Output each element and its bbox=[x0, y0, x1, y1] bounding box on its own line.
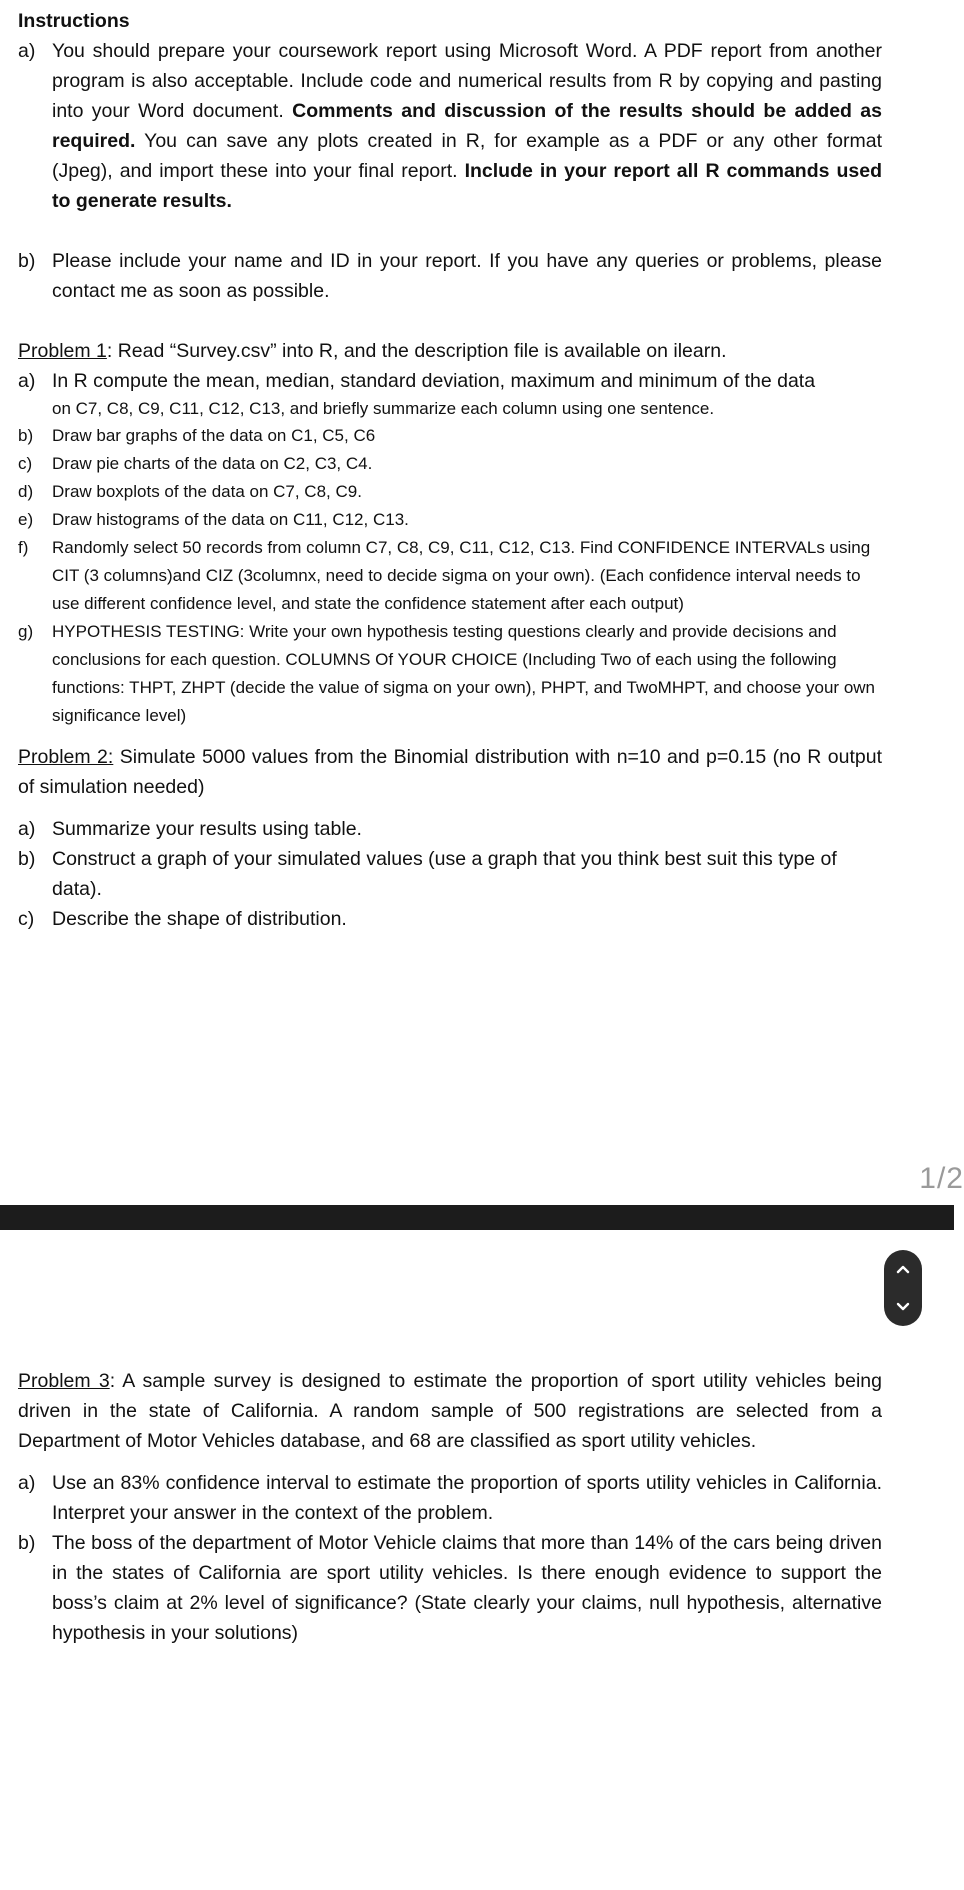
problem2-b-text: Construct a graph of your simulated values (use a graph that you think best suit this type of data). bbox=[52, 848, 837, 900]
problem2-b-letter: b) bbox=[18, 848, 36, 870]
problem1-item-f bbox=[18, 534, 882, 618]
instruction-a-bold-1: Comments and discussion of the results should be added as required. bbox=[52, 100, 883, 152]
problem3-intro bbox=[18, 1366, 882, 1456]
problem2-a-letter: a) bbox=[18, 818, 36, 840]
problem2-intro bbox=[18, 742, 882, 802]
problem1-intro bbox=[18, 336, 882, 366]
problem1-intro-text: : Read “Survey.csv” into R, and the description file is available on ilearn. bbox=[106, 340, 727, 362]
problem1-a-letter: a) bbox=[18, 370, 36, 392]
problem1-item-d bbox=[18, 478, 882, 506]
page-number: 1/2 bbox=[919, 1162, 964, 1195]
instructions-heading: Instructions bbox=[18, 10, 130, 32]
problem1-title: Problem 1 bbox=[18, 340, 107, 362]
problem2-item-b bbox=[18, 844, 882, 904]
problem3-item-a bbox=[18, 1468, 882, 1528]
problem1-g-text: HYPOTHESIS TESTING: Write your own hypothesis testing questions clearly and provide decisions and conclusions for each question. COLUMNS Of YOUR CHOICE (Including Two of each using the following functions: THPT, ZHPT (decide the value of sigma on your own), PHPT, and TwoMHPT, and choose your own significance level) bbox=[52, 622, 876, 725]
problem3-a-letter: a) bbox=[18, 1472, 36, 1494]
problem1-b-letter: b) bbox=[18, 426, 34, 445]
page-1-content bbox=[0, 0, 882, 934]
instruction-a bbox=[18, 36, 882, 216]
problem1-g-letter: g) bbox=[18, 622, 34, 641]
problem3-item-b bbox=[18, 1528, 882, 1648]
problem1-f-text: Randomly select 50 records from column C7, C8, C9, C11, C12, C13. Find CONFIDENCE INTERVALs using CIT (3 columns)and CIZ (3columnx, need to decide sigma on your own). (Each confidence interval needs to use different confidence level, and state the confidence statement after each output) bbox=[52, 538, 871, 613]
instruction-b-text: Please include your name and ID in your report. If you have any queries or problems, please contact me as soon as possible. bbox=[52, 250, 882, 302]
instruction-a-text-1: You should prepare your coursework report using Microsoft Word. A PDF report from another program is also acceptable. Include code and numerical results from R by copying and pasting into your Word document. bbox=[52, 40, 882, 122]
problem2-title: Problem 2: bbox=[18, 746, 114, 768]
instruction-a-bold-2: Include in your report all R commands used to generate results. bbox=[52, 160, 882, 212]
problem3-title: Problem 3 bbox=[18, 1370, 110, 1392]
problem1-item-e bbox=[18, 506, 882, 534]
document-page-2 bbox=[0, 1230, 954, 1890]
problem1-a-line1: In R compute the mean, median, standard deviation, maximum and minimum of the data bbox=[52, 370, 816, 392]
problem2-a-text: Summarize your results using table. bbox=[52, 818, 362, 840]
problem1-d-letter: d) bbox=[18, 482, 34, 501]
problem1-a-line2: on C7, C8, C9, C11, C12, C13, and briefly summarize each column using one sentence. bbox=[52, 399, 715, 418]
problem2-intro-text: Simulate 5000 values from the Binomial distribution with n=10 and p=0.15 (no R output of simulation needed) bbox=[18, 746, 882, 798]
instruction-b-letter: b) bbox=[18, 250, 36, 272]
instruction-a-text-2: You can save any plots created in R, for example as a PDF or any other format (Jpeg), and import these into your final report. bbox=[52, 130, 882, 182]
problem1-item-c bbox=[18, 450, 882, 478]
page-divider bbox=[0, 1205, 954, 1230]
problem1-item-b bbox=[18, 422, 882, 450]
instruction-a-letter: a) bbox=[18, 40, 36, 62]
problem2-c-letter: c) bbox=[18, 908, 35, 930]
problem1-e-letter: e) bbox=[18, 510, 34, 529]
instruction-b bbox=[18, 246, 882, 306]
problem3-b-letter: b) bbox=[18, 1532, 36, 1554]
page-2-content bbox=[0, 1230, 882, 1648]
problem1-item-g bbox=[18, 618, 882, 730]
problem1-f-letter: f) bbox=[18, 538, 29, 557]
problem3-a-text: Use an 83% confidence interval to estimate the proportion of sports utility vehicles in California. Interpret your answer in the context of the problem. bbox=[52, 1472, 882, 1524]
problem1-c-letter: c) bbox=[18, 454, 33, 473]
problem1-d-text: Draw boxplots of the data on C7, C8, C9. bbox=[52, 482, 362, 501]
problem2-item-a bbox=[18, 814, 882, 844]
problem1-b-text: Draw bar graphs of the data on C1, C5, C6 bbox=[52, 426, 376, 445]
problem2-item-c bbox=[18, 904, 882, 934]
problem2-c-text: Describe the shape of distribution. bbox=[52, 908, 347, 930]
problem1-item-a bbox=[18, 366, 882, 422]
problem3-intro-text: : A sample survey is designed to estimate the proportion of sport utility vehicles being driven in the state of California. A random sample of 500 registrations are selected from a Department of Motor Vehicles database, and 68 are classified as sport utility vehicles. bbox=[18, 1370, 882, 1452]
problem1-c-text: Draw pie charts of the data on C2, C3, C4. bbox=[52, 454, 373, 473]
problem3-b-text: The boss of the department of Motor Vehicle claims that more than 14% of the cars being driven in the states of California are sport utility vehicles. Is there enough evidence to support the boss’s claim at 2% level of significance? (State clearly your claims, null hypothesis, alternative hypothesis in your solutions) bbox=[52, 1532, 882, 1644]
instruction-a-text bbox=[52, 36, 882, 216]
problem1-e-text: Draw histograms of the data on C11, C12, C13. bbox=[52, 510, 409, 529]
